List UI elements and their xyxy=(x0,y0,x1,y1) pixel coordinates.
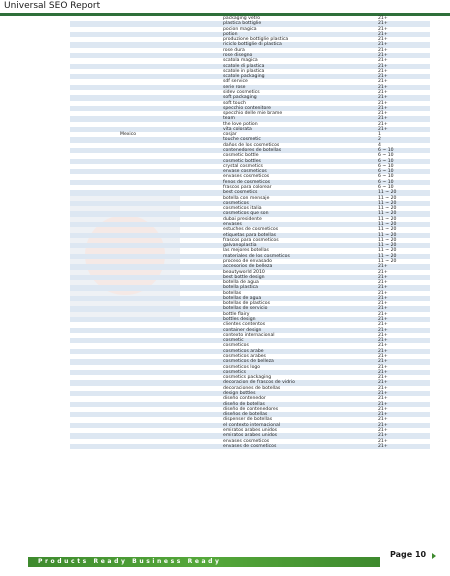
rank-cell: 21+ xyxy=(378,31,388,37)
keyword-cell: vita colorata xyxy=(223,126,252,132)
rank-cell: 21+ xyxy=(378,280,388,286)
keyword-cell: rose dura xyxy=(223,47,245,53)
rank-cell: 21+ xyxy=(378,68,388,74)
keyword-cell: envase cosmeticos xyxy=(223,169,267,175)
keyword-cell: botellas de servicio xyxy=(223,306,268,312)
keyword-cell: rose disegno xyxy=(223,52,253,58)
rank-cell: 21+ xyxy=(378,63,388,69)
rank-cell: 6 ~ 10 xyxy=(378,179,394,185)
keyword-cell: envases cosmeticos xyxy=(223,174,270,180)
rank-cell: 21+ xyxy=(378,317,388,323)
rank-cell: 21+ xyxy=(378,311,388,317)
rank-cell: 11 ~ 20 xyxy=(378,190,397,196)
rank-cell: 21+ xyxy=(378,89,388,95)
keyword-cell: best cosmetics xyxy=(223,190,258,196)
rank-cell: 11 ~ 20 xyxy=(378,253,397,259)
keyword-cell: emiratos arabes unidos xyxy=(223,433,278,439)
rank-cell: 21+ xyxy=(378,84,388,90)
rank-cell: 6 ~ 10 xyxy=(378,163,394,169)
keyword-cell: cosmeticos italia xyxy=(223,206,262,212)
rank-cell: 21+ xyxy=(378,79,388,85)
rank-cell: 6 ~ 10 xyxy=(378,148,394,154)
rank-cell: 21+ xyxy=(378,111,388,117)
page-number: Page 10 xyxy=(390,550,427,559)
page-header xyxy=(0,0,450,16)
keyword-cell: diseño contenedor xyxy=(223,396,266,402)
keyword-cell: las mejores botellas xyxy=(223,248,269,254)
keyword-cell: el contexto internacional xyxy=(223,422,281,428)
rank-cell: 21+ xyxy=(378,37,388,43)
table-row xyxy=(70,444,430,449)
keyword-cell: produzione bottiglie plastica xyxy=(223,37,289,43)
rank-cell: 21+ xyxy=(378,348,388,354)
keyword-cell: diseño de contenedores xyxy=(223,406,279,412)
keyword-cell: the love potion xyxy=(223,121,258,127)
rank-cell: 21+ xyxy=(378,58,388,64)
rank-cell: 21+ xyxy=(378,327,388,333)
keyword-cell: diseños de botellas xyxy=(223,412,268,418)
keyword-cell: riciclo bottiglie di plastica xyxy=(223,42,282,48)
rank-cell: 21+ xyxy=(378,116,388,122)
keyword-cell: cosmetic bottle xyxy=(223,153,259,159)
rank-cell: 21+ xyxy=(378,385,388,391)
rank-cell: 21+ xyxy=(378,52,388,58)
keyword-cell: sdf service xyxy=(223,79,248,85)
rank-cell: 21+ xyxy=(378,438,388,444)
keyword-cell: cosmetic bottles xyxy=(223,158,261,164)
keyword-cell: soft touch xyxy=(223,100,246,106)
keyword-cell: fenos de cosmeticos xyxy=(223,179,271,185)
rank-cell: 6 ~ 10 xyxy=(378,169,394,175)
keyword-ranking-table xyxy=(70,16,430,449)
keyword-cell: contenedores de botellas xyxy=(223,148,282,154)
keyword-cell: etiquetas para botellas xyxy=(223,232,277,238)
keyword-cell: touche cosmetic xyxy=(223,137,261,143)
rank-cell: 11 ~ 20 xyxy=(378,211,397,217)
keyword-cell: dispenser de botellas xyxy=(223,417,273,423)
keyword-cell: botella con mensaje xyxy=(223,195,270,201)
country-cell: Mexico xyxy=(120,132,137,138)
keyword-cell: packaging vetro xyxy=(223,16,261,21)
keyword-cell: scatola magica xyxy=(223,58,258,64)
rank-cell: 21+ xyxy=(378,443,388,449)
rank-cell: 11 ~ 20 xyxy=(378,227,397,233)
keyword-cell: frascos para cosmeticos xyxy=(223,237,279,243)
keyword-cell: cosmeticos logo xyxy=(223,364,261,370)
rank-cell: 21+ xyxy=(378,332,388,338)
rank-cell: 21+ xyxy=(378,42,388,48)
keyword-cell: specchio delle mie brame xyxy=(223,111,283,117)
keyword-cell: cosjar xyxy=(223,132,237,138)
keyword-cell: emiratos arabes unidos xyxy=(223,427,278,433)
keyword-cell: scatole in plastica xyxy=(223,68,265,74)
keyword-cell: soft packaging xyxy=(223,95,257,101)
keyword-cell: container design xyxy=(223,327,262,333)
keyword-cell: botellas de plasticos xyxy=(223,301,270,307)
rank-cell: 21+ xyxy=(378,375,388,381)
keyword-cell: envases xyxy=(223,221,242,227)
keyword-cell: bottles design xyxy=(223,317,256,323)
rank-cell: 21+ xyxy=(378,433,388,439)
keyword-cell: sidev cosmetics xyxy=(223,89,260,95)
rank-cell: 21+ xyxy=(378,264,388,270)
keyword-cell: cosmeticos arabe xyxy=(223,348,264,354)
keyword-cell: accesorios de belleza xyxy=(223,264,273,270)
keyword-cell: plastica bottiglie xyxy=(223,21,262,27)
keyword-cell: contexto internacional xyxy=(223,332,275,338)
rank-cell: 21+ xyxy=(378,343,388,349)
keyword-cell: serie rose xyxy=(223,84,246,90)
rank-cell: 6 ~ 10 xyxy=(378,158,394,164)
keyword-cell: decoracion de frascos de vidrio xyxy=(223,380,295,386)
rank-cell: 21+ xyxy=(378,301,388,307)
rank-cell: 11 ~ 20 xyxy=(378,258,397,264)
rank-cell: 21+ xyxy=(378,26,388,32)
keyword-cell: estuches de cosmeticos xyxy=(223,227,279,233)
rank-cell: 21+ xyxy=(378,47,388,53)
rank-cell: 21+ xyxy=(378,16,388,21)
keyword-cell: envases cosmeticos xyxy=(223,438,270,444)
rank-cell: 21+ xyxy=(378,295,388,301)
rank-cell: 21+ xyxy=(378,74,388,80)
keyword-cell: cosmetics xyxy=(223,369,247,375)
keyword-cell: beautyworld 2010 xyxy=(223,269,265,275)
keyword-cell: decoraciones de botellas xyxy=(223,385,281,391)
keyword-cell: bottle flairy xyxy=(223,311,250,317)
keyword-cell: scatole di plastica xyxy=(223,63,265,69)
rank-cell: 6 ~ 10 xyxy=(378,153,394,159)
rank-cell: 11 ~ 20 xyxy=(378,243,397,249)
keyword-cell: proceso de envasado xyxy=(223,258,272,264)
rank-cell: 21+ xyxy=(378,359,388,365)
rank-cell: 21+ xyxy=(378,401,388,407)
keyword-cell: cosmetic xyxy=(223,338,244,344)
rank-cell: 21+ xyxy=(378,354,388,359)
keyword-cell: cosmeticos que son xyxy=(223,211,269,217)
keyword-cell: cosmetics packaging xyxy=(223,375,272,381)
rank-cell: 11 ~ 20 xyxy=(378,221,397,227)
rank-cell: 21+ xyxy=(378,364,388,370)
footer-bar xyxy=(28,557,380,567)
keyword-cell: cosmeticos arabes xyxy=(223,354,266,359)
rank-cell: 6 ~ 10 xyxy=(378,185,394,190)
report-title: Universal SEO Report xyxy=(4,1,101,11)
rank-cell: 21+ xyxy=(378,338,388,344)
rank-cell: 21+ xyxy=(378,422,388,428)
rank-cell: 21+ xyxy=(378,322,388,328)
keyword-cell: crystal cosmetics xyxy=(223,163,263,169)
rank-cell: 21+ xyxy=(378,105,388,111)
keyword-cell: frascos para colorear xyxy=(223,185,272,190)
keyword-cell: cosmeticos xyxy=(223,200,249,206)
footer-slogan: Products Ready Business Ready xyxy=(38,558,222,565)
rank-cell: 21+ xyxy=(378,126,388,132)
rank-cell: 21+ xyxy=(378,390,388,396)
rank-cell: 21+ xyxy=(378,21,388,27)
rank-cell: 21+ xyxy=(378,406,388,412)
rank-cell: 1 xyxy=(378,132,381,138)
keyword-cell: design bottles xyxy=(223,390,256,396)
rank-cell: 21+ xyxy=(378,290,388,296)
rank-cell: 21+ xyxy=(378,427,388,433)
keyword-cell: botella de agua xyxy=(223,280,259,286)
rank-cell: 11 ~ 20 xyxy=(378,216,397,222)
keyword-cell: botella plastica xyxy=(223,285,259,291)
rank-cell: 11 ~ 20 xyxy=(378,200,397,206)
rank-cell: 4 xyxy=(378,142,381,148)
keyword-cell: galvanoplastia xyxy=(223,243,257,249)
keyword-cell: daños de los cosmeticos xyxy=(223,142,280,148)
keyword-cell: clientes contentos xyxy=(223,322,266,328)
keyword-cell: cosmeticos de belleza xyxy=(223,359,274,365)
keyword-cell: specchio contenitore xyxy=(223,105,271,111)
keyword-cell: envases de cosmeticos xyxy=(223,443,277,449)
rank-cell: 21+ xyxy=(378,369,388,375)
rank-cell: 21+ xyxy=(378,396,388,402)
rank-cell: 21+ xyxy=(378,274,388,280)
rank-cell: 11 ~ 20 xyxy=(378,232,397,238)
keyword-cell: cosmeticos xyxy=(223,343,249,349)
keyword-cell: botellas xyxy=(223,290,242,296)
keyword-cell: botellas de agua xyxy=(223,295,262,301)
keyword-cell: scatole packaging xyxy=(223,74,265,80)
next-arrow-icon xyxy=(432,553,436,559)
rank-cell: 21+ xyxy=(378,269,388,275)
keyword-cell: diseño de botellas xyxy=(223,401,265,407)
rank-cell: 11 ~ 20 xyxy=(378,248,397,254)
rank-cell: 2 xyxy=(378,137,381,143)
rank-cell: 6 ~ 10 xyxy=(378,174,394,180)
rank-cell: 21+ xyxy=(378,412,388,418)
rank-cell: 21+ xyxy=(378,306,388,312)
rank-cell: 21+ xyxy=(378,417,388,423)
keyword-cell: team xyxy=(223,116,235,122)
rank-cell: 11 ~ 20 xyxy=(378,206,397,212)
keyword-cell: best bottle design xyxy=(223,274,265,280)
keyword-cell: potion xyxy=(223,31,238,37)
rank-cell: 11 ~ 20 xyxy=(378,237,397,243)
rank-cell: 21+ xyxy=(378,380,388,386)
keyword-cell: dubai presidente xyxy=(223,216,262,222)
rank-cell: 21+ xyxy=(378,100,388,106)
keyword-cell: pocion magica xyxy=(223,26,257,32)
rank-cell: 21+ xyxy=(378,285,388,291)
rank-cell: 11 ~ 20 xyxy=(378,195,397,201)
keyword-cell: materiales de los cosmeticos xyxy=(223,253,290,259)
rank-cell: 21+ xyxy=(378,121,388,127)
rank-cell: 21+ xyxy=(378,95,388,101)
